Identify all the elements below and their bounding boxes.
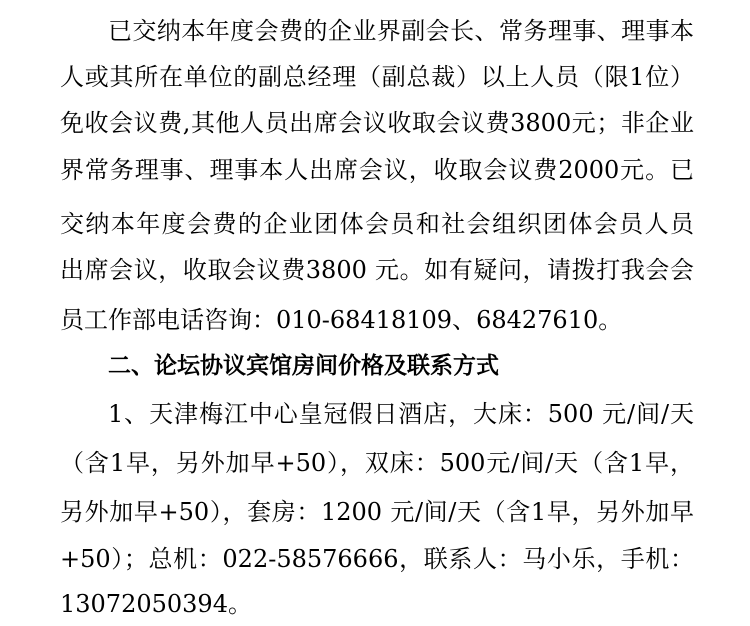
fee-policy-line-2: 人或其所在单位的副总经理（副总裁）以上人员（限1位） — [60, 63, 694, 91]
fee-policy-line-5: 交纳本年度会费的企业团体会员和社会组织团体会员人员 — [60, 210, 694, 238]
fee-policy-line-6: 出席会议，收取会议费3800 元。如有疑问，请拨打我会会 — [60, 256, 694, 284]
hotel-info-line-4: +50）；总机：022-58576666，联系人：马小乐，手机： — [60, 545, 694, 573]
hotel-info-line-2: （含1早，另外加早+50），双床：500元/间/天（含1早， — [60, 449, 694, 477]
fee-policy-line-3: 免收会议费,其他人员出席会议收取会议费3800元；非企业 — [60, 109, 694, 137]
fee-policy-line-7: 员工作部电话咨询：010-68418109、68427610。 — [60, 306, 623, 334]
hotel-info-line-1: 1、天津梅江中心皇冠假日酒店，大床：500 元/间/天 — [108, 400, 694, 428]
hotel-info-line-5: 13072050394。 — [60, 590, 252, 618]
fee-policy-line-1: 已交纳本年度会费的企业界副会长、常务理事、理事本 — [108, 17, 694, 45]
section-heading: 二、论坛协议宾馆房间价格及联系方式 — [108, 353, 499, 379]
hotel-info-line-3: 另外加早+50），套房：1200 元/间/天（含1早，另外加早 — [60, 498, 694, 526]
fee-policy-line-4: 界常务理事、理事本人出席会议，收取会议费2000元。已 — [60, 156, 694, 184]
